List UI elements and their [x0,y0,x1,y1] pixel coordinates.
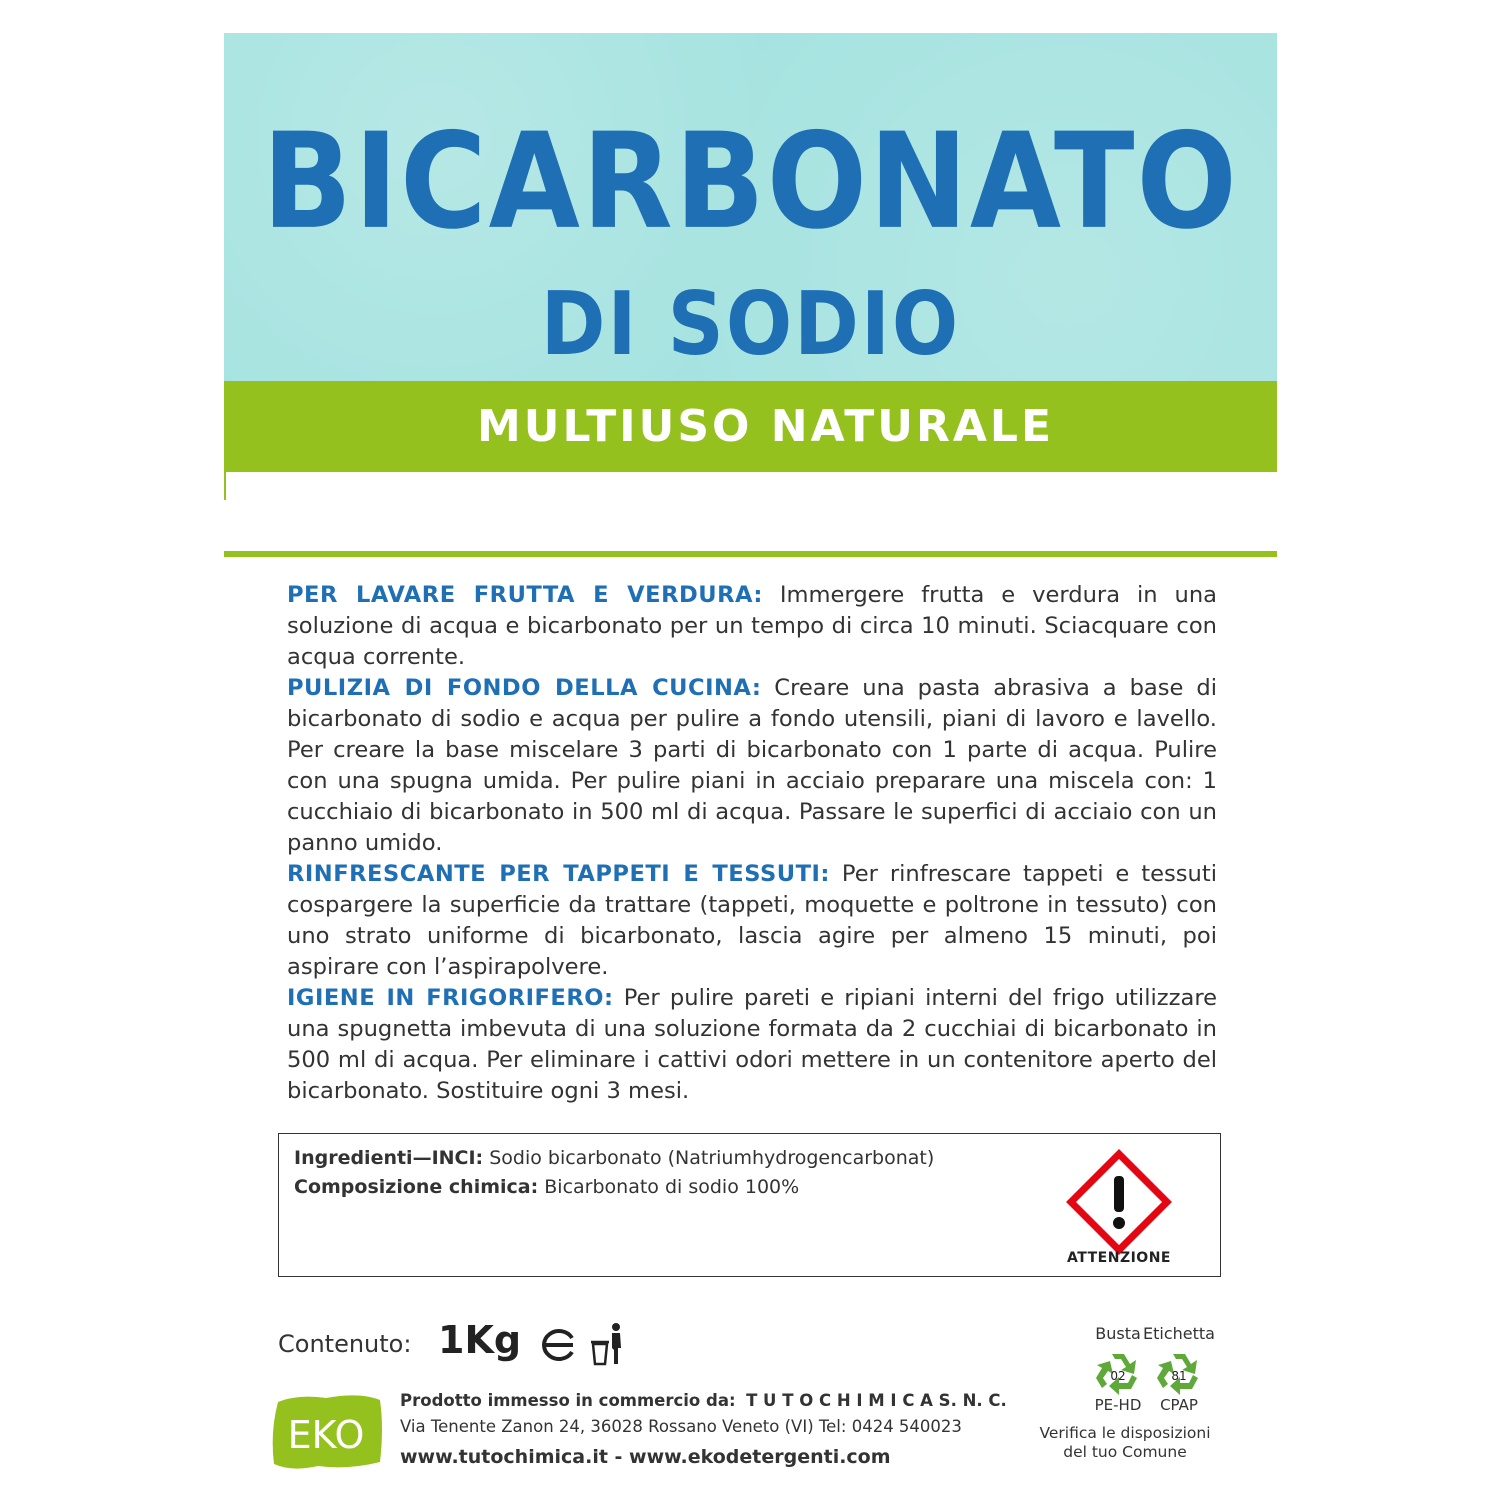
usage-item [287,580,1217,673]
usage-text: Per pulire pareti e ripiani interni del frigo utilizzare una spugnetta imbevuta di una soluzione formata da 2 cucchiai di bicarbonato in 500 ml di acqua. Per eliminare i cattivi odori mettere in un contenitore aperto del bicarbonato. Sostituire ogni 3 mesi. [287,985,1218,1104]
exclamation-mark-hazard-icon [1065,1148,1173,1256]
usage-instructions [287,580,1217,1107]
website-link[interactable]: www.ekodetergenti.com [629,1446,891,1468]
recycling-code: PE-HD [1094,1396,1142,1414]
company-name: T U T O C H I M I C A S. N. C. [746,1391,1007,1410]
company-intro: Prodotto immesso in commercio da: [400,1391,736,1410]
content-label: Contenuto: [278,1330,412,1358]
usage-text: Per rinfrescare tappeti e tessuti cospargere la superficie da trattare (tappeti, moquette e poltrone in tessuto) con uno strato uniforme di bicarbonato, lascia agire per almeno 15 minuti, poi aspirare con l’aspirapolvere. [287,861,1218,980]
usage-text: Immergere frutta e verdura in una soluzione di acqua e bicarbonato per un tempo di circa 10 minuti. Sciacquare con acqua corrente. [287,582,1217,670]
company-address: Via Tenente Zanon 24, 36028 Rossano Veneto (VI) Tel: 0424 540023 [400,1417,962,1436]
usage-heading: PULIZIA DI FONDO DELLA CUCINA: [287,675,762,701]
inci-label: Ingredienti—INCI: [294,1147,484,1169]
eko-logo [268,1388,386,1474]
section-divider [224,551,1277,557]
usage-heading: IGIENE IN FRIGORIFERO: [287,985,614,1011]
recycling-note [1030,1424,1220,1462]
inci-value: Sodio bicarbonato (Natriumhydrogencarbonat) [483,1147,935,1169]
product-subtitle: DI SODIO [540,274,961,376]
composition-label: Composizione chimica: [294,1176,539,1198]
inci-line [294,1144,934,1173]
website-link[interactable]: www.tutochimica.it [400,1446,608,1468]
usage-heading: RINFRESCANTE PER TAPPETI E TESSUTI: [287,861,830,887]
ingredients-text [294,1144,934,1202]
composition-value: Bicarbonato di sodio 100% [538,1176,800,1198]
estimated-sign-icon [540,1328,576,1362]
usage-item [287,673,1217,859]
usage-heading: PER LAVARE FRUTTA E VERDURA: [287,582,763,608]
recycle-icon [1151,1348,1207,1398]
usage-item [287,983,1217,1107]
composition-line [294,1173,934,1202]
divider-tick [224,472,226,500]
recycling-label-material [1134,1324,1224,1414]
recycling-label: Etichetta [1143,1324,1215,1343]
product-title: BICARBONATO [262,103,1239,259]
company-info [400,1388,1007,1474]
recycle-number: 81 [1171,1369,1187,1383]
usage-item [287,859,1217,983]
recycling-label: Busta [1095,1324,1141,1343]
recycle-number: 02 [1110,1369,1126,1383]
trash-bin-disposal-icon [590,1322,626,1366]
content-value: 1Kg [438,1318,522,1362]
header-hero [224,33,1277,381]
company-line [400,1388,1007,1414]
recycling-code: CPAP [1160,1396,1198,1414]
company-websites [400,1440,1007,1474]
usage-text: Creare una pasta abrasiva a base di bicarbonato di sodio e acqua per pulire a fondo utensili, piani di lavoro e lavello. Per creare la base miscelare 3 parti di bicarbonato con 1 parte di acqua. Pulire con una spugna umida. Per pulire piani in acciaio preparare una miscela con: 1 cucchiaio di bicarbonato in 500 ml di acqua. Passare le superfici di acciaio con un panno umido. [287,675,1217,856]
hazard-label: ATTENZIONE [1067,1250,1171,1266]
recycling-note-line: del tuo Comune [1063,1443,1187,1461]
tagline-band [224,381,1277,472]
recycling-note-line: Verifica le disposizioni [1039,1424,1211,1442]
website-separator: - [607,1446,630,1468]
ingredients-box [278,1133,1221,1277]
product-tagline: MULTIUSO NATURALE [476,401,1055,452]
logo-text: EKO [287,1413,365,1457]
